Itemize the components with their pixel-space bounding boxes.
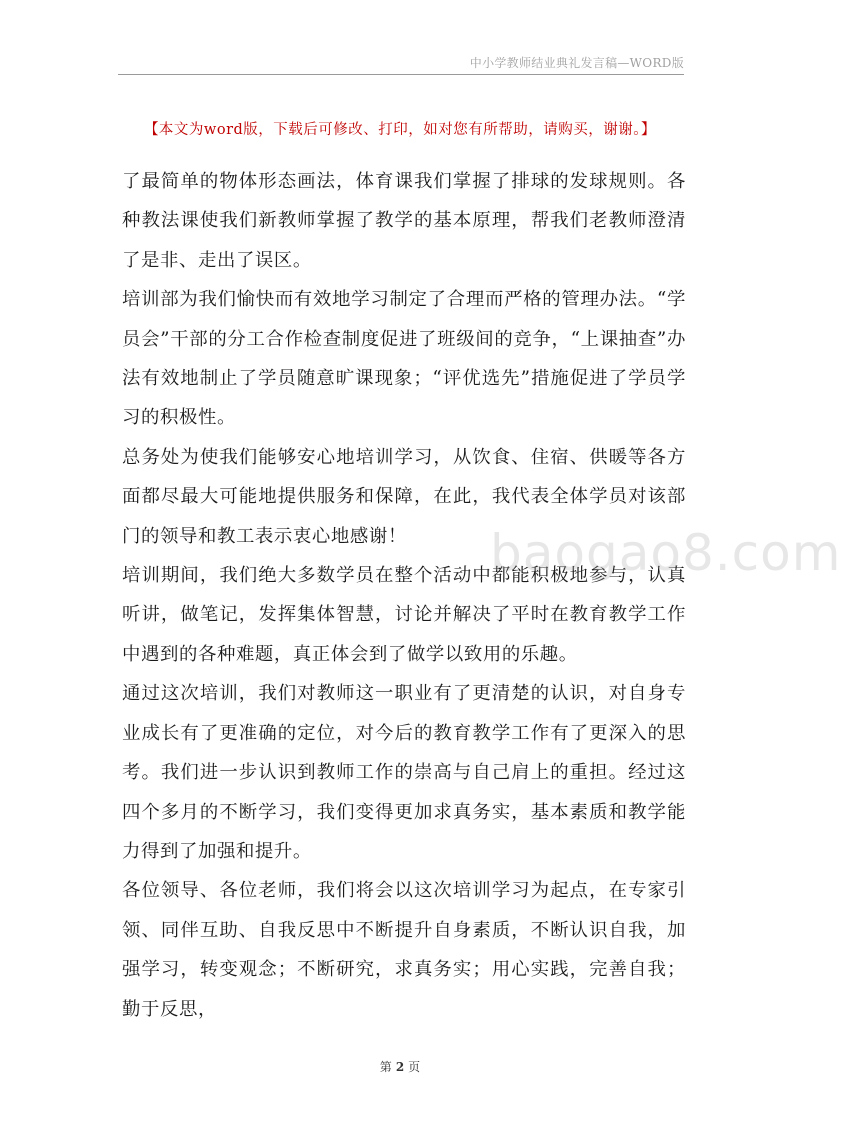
paragraph: 通过这次培训，我们对教师这一职业有了更清楚的认识，对自身专业成长有了更准确的定位，对今后的教育教学工作有了更深入的思考。我们进一步认识到教师工作的崇高与自己肩上的重担。经过这四个多月的不断学习，我们变得更加求真务实，基本素质和教学能力得到了加强和提升。 — [122, 683, 686, 862]
page-footer — [0, 1058, 800, 1075]
paragraph: 培训期间，我们绝大多数学员在整个活动中都能积极地参与，认真听讲，做笔记，发挥集体智慧，讨论并解决了平时在教育教学工作中遇到的各种难题，真正体会到了做学以致用的乐趣。 — [122, 565, 686, 665]
paragraph: 培训部为我们愉快而有效地学习制定了合理而严格的管理办法。“学员会”干部的分工合作检查制度促进了班级间的竞争，“上课抽查”办法有效地制止了学员随意旷课现象；“评优选先”措施促进了学员学习的积极性。 — [122, 289, 686, 429]
paragraph: 了最简单的物体形态画法，体育课我们掌握了排球的发球规则。各种教法课使我们新教师掌握了教学的基本原理，帮我们老教师澄清了是非、走出了误区。 — [122, 171, 686, 271]
page-number: 2 — [395, 1060, 405, 1074]
download-notice: 【本文为word版，下载后可修改、打印，如对您有所帮助，请购买，谢谢。】 — [143, 122, 657, 138]
page-label-suffix: 页 — [408, 1060, 421, 1074]
document-body — [122, 162, 686, 1029]
header-title: 中小学教师结业典礼发言稿—WORD版 — [469, 56, 684, 70]
page-label-prefix: 第 — [379, 1060, 392, 1074]
paragraph: 总务处为使我们能够安心地培训学习，从饮食、住宿、供暖等各方面都尽最大可能地提供服务和保障，在此，我代表全体学员对该部门的领导和教工表示衷心地感谢！ — [122, 446, 686, 547]
page-header — [118, 50, 684, 75]
paragraph: 各位领导、各位老师，我们将会以这次培训学习为起点，在专家引领、同伴互助、自我反思中不断提升自身素质，不断认识自我，加强学习，转变观念；不断研究，求真务实；用心实践，完善自我；勤于反思， — [122, 880, 686, 1020]
watermark: baogao8.com — [490, 524, 841, 582]
